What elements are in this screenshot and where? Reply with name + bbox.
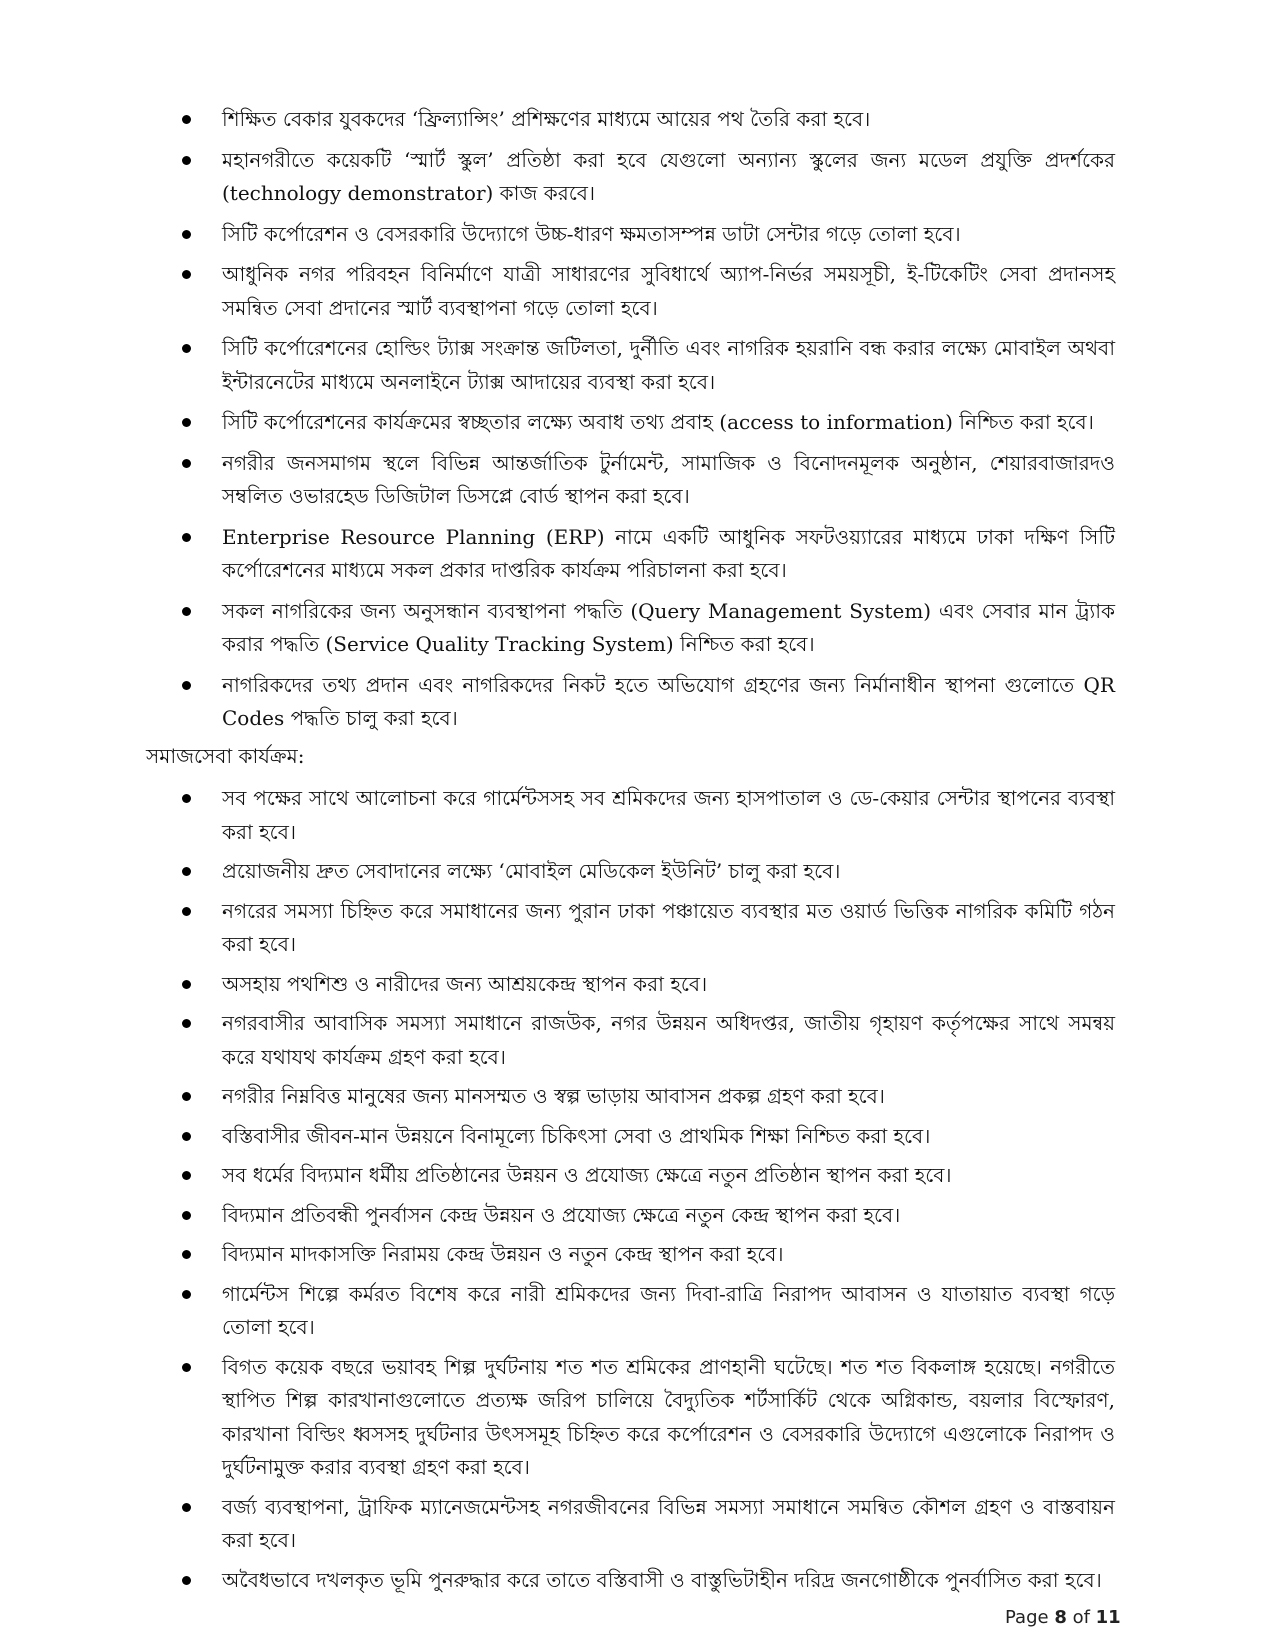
total-pages: 11 (1095, 1607, 1121, 1628)
section-heading: সমাজসেবা কার্যক্রম: (146, 744, 305, 768)
page-of-label: of (1066, 1607, 1096, 1628)
bullet-icon (182, 533, 191, 542)
list-item (0, 895, 1115, 962)
list-item (0, 103, 1115, 137)
bullet-icon (182, 115, 191, 124)
bullet-icon (182, 1576, 191, 1585)
list-item-text: আধুনিক নগর পরিবহন বিনির্মাণে যাত্রী সাধারণের সুবিধার্থে অ্যাপ-নির্ভর সময়সূচী, ই-টিকেটিং সেবা প্রদানসহ সমন্বিত সেবা প্রদানের স্মার্ট ব্যবস্থাপনা গড়ে তোলা হবে। (222, 262, 1115, 320)
page-label: Page (1005, 1607, 1055, 1628)
list-item-text: বস্তিবাসীর জীবন-মান উন্নয়নে বিনামূল্যে চিকিৎসা সেবা ও প্রাথমিক শিক্ষা নিশ্চিত করা হবে। (222, 1123, 931, 1148)
list-item-text: প্রয়োজনীয় দ্রুত সেবাদানের লক্ষ্যে ‘মোবাইল মেডিকেল ইউনিট’ চালু করা হবে। (222, 859, 841, 883)
list-item (0, 1351, 1115, 1485)
list-item-text: বিদ্যমান প্রতিবন্ধী পুনর্বাসন কেন্দ্র উন্নয়ন ও প্রযোজ্য ক্ষেত্রে নতুন কেন্দ্র স্থাপন করা হবে। (222, 1202, 901, 1227)
list-item-text: গার্মেন্টস শিল্পে কর্মরত বিশেষ করে নারী শ্রমিকদের জন্য দিবা-রাত্রি নিরাপদ আবাসন ও যাতায়াত ব্যবস্থা গড়ে তোলা হবে। (222, 1281, 1115, 1339)
bullet-icon (182, 1363, 191, 1372)
list-item-text: অবৈধভাবে দখলকৃত ভূমি পুনরুদ্ধার করে তাতে বস্তিবাসী ও বাস্তুভিটাহীন দরিদ্র জনগোষ্ঠীকে পুনর্বাসিত করা হবে। (222, 1567, 1102, 1592)
list-item-text: বিদ্যমান মাদকাসক্তি নিরাময় কেন্দ্র উন্নয়ন ও নতুন কেন্দ্র স্থাপন করা হবে। (222, 1242, 784, 1266)
list-item-text: সিটি কর্পোরেশনের কার্যক্রমের স্বচ্ছতার লক্ষ্যে অবাধ তথ্য প্রবাহ (access to information) নিশ্চিত করা হবে। (222, 410, 1094, 434)
list-item (0, 1199, 1115, 1233)
bullet-icon (182, 907, 191, 916)
bullet-icon (182, 230, 191, 239)
page-number (1005, 1607, 1121, 1628)
list-item-text: নাগরিকদের তথ্য প্রদান এবং নাগরিকদের নিকট হতে অভিযোগ গ্রহণের জন্য নির্মানাধীন স্থাপনা গুলোতে QR Codes পদ্ধতি চালু করা হবে। (222, 672, 1115, 730)
list-item (0, 1238, 1115, 1272)
bullet-icon (182, 344, 191, 353)
list-item (0, 1278, 1115, 1345)
list-item-text: নগরের সমস্যা চিহ্নিত করে সমাধানের জন্য পুরান ঢাকা পঞ্চায়েত ব্যবস্থার মত ওয়ার্ড ভিত্তিক নাগরিক কমিটি গঠন করা হবে। (222, 898, 1115, 956)
list-item (0, 406, 1115, 440)
list-item-text: শিক্ষিত বেকার যুবকদের ‘ফ্রিল্যান্সিং’ প্রশিক্ষণের মাধ্যমে আয়ের পথ তৈরি করা হবে। (222, 107, 871, 131)
list-item (0, 968, 1115, 1002)
bullet-icon (182, 1503, 191, 1512)
list-item (0, 1159, 1115, 1193)
list-item (0, 1120, 1115, 1154)
list-item-text: সিটি কর্পোরেশন ও বেসরকারি উদ্যোগে উচ্চ-ধারণ ক্ষমতাসম্পন্ন ডাটা সেন্টার গড়ে তোলা হবে। (222, 221, 961, 246)
list-item (0, 332, 1115, 399)
list-item-text: বর্জ্য ব্যবস্থাপনা, ট্রাফিক ম্যানেজমেন্টসহ নগরজীবনের বিভিন্ন সমস্যা সমাধানে সমন্বিত কৌশল গ্রহণ ও বাস্তবায়ন করা হবে। (222, 1494, 1115, 1552)
bullet-icon (182, 270, 191, 279)
list-item (0, 782, 1115, 849)
bullet-icon (182, 1092, 191, 1101)
list-item-text: সকল নাগরিকের জন্য অনুসন্ধান ব্যবস্থাপনা পদ্ধতি (Query Management System) এবং সেবার মান ট্র্যাক করার পদ্ধতি (Service Quality Tracking System) নিশ্চিত করা হবে। (222, 598, 1115, 656)
bullet-icon (182, 980, 191, 989)
bullet-list-digital (0, 103, 1275, 743)
bullet-icon (182, 418, 191, 427)
list-item (0, 855, 1115, 889)
bullet-icon (182, 1211, 191, 1220)
list-item-text: নগরবাসীর আবাসিক সমস্যা সমাধানে রাজউক, নগর উন্নয়ন অধিদপ্তর, জাতীয় গৃহায়ণ কর্তৃপক্ষের সাথে সমন্বয় করে যথাযথ কার্যক্রম গ্রহণ করা হবে। (222, 1011, 1115, 1069)
list-item (0, 447, 1115, 514)
bullet-icon (182, 1171, 191, 1180)
current-page: 8 (1054, 1607, 1067, 1628)
list-item-text: Enterprise Resource Planning (ERP) নামে একটি আধুনিক সফটওয়্যারের মাধ্যমে ঢাকা দক্ষিণ সিটি কর্পোরেশনের মাধ্যমে সকল প্রকার দাপ্তরিক কার্যক্রম পরিচালনা করা হবে। (222, 524, 1115, 582)
list-item-text: সিটি কর্পোরেশনের হোল্ডিং ট্যাক্স সংক্রান্ত জটিলতা, দুর্নীতি এবং নাগরিক হয়রানি বন্ধ করার লক্ষ্যে মোবাইল অথবা ইন্টারনেটের মাধ্যমে অনলাইনে ট্যাক্স আদায়ের ব্যবস্থা করা হবে। (222, 336, 1115, 394)
bullet-icon (182, 607, 191, 616)
bullet-icon (182, 1290, 191, 1299)
bullet-icon (182, 459, 191, 468)
bullet-icon (182, 1250, 191, 1259)
bullet-icon (182, 156, 191, 165)
list-item-text: অসহায় পথশিশু ও নারীদের জন্য আশ্রয়কেন্দ্র স্থাপন করা হবে। (222, 971, 708, 996)
list-item (0, 521, 1115, 588)
list-item (0, 595, 1115, 662)
bullet-icon (182, 1019, 191, 1028)
list-item (0, 1007, 1115, 1074)
bullet-icon (182, 681, 191, 690)
list-item (0, 1491, 1115, 1558)
bullet-icon (182, 794, 191, 803)
list-item-text: সব পক্ষের সাথে আলোচনা করে গার্মেন্টসসহ সব শ্রমিকদের জন্য হাসপাতাল ও ডে-কেয়ার সেন্টার স্থাপনের ব্যবস্থা করা হবে। (222, 786, 1115, 844)
list-item (0, 218, 1115, 252)
list-item (0, 1080, 1115, 1114)
list-item (0, 669, 1115, 736)
list-item (0, 144, 1115, 211)
list-item-text: বিগত কয়েক বছরে ভয়াবহ শিল্প দুর্ঘটনায় শত শত শ্রমিকের প্রাণহানী ঘটেছে। শত শত বিকলাঙ্গ হয়েছে। নগরীতে স্থাপিত শিল্প কারখানাগুলোতে প্রত্যক্ষ জরিপ চালিয়ে বৈদ্যুতিক শর্টসার্কিট থেকে অগ্নিকান্ড, বয়লার বিস্ফোরণ, কারখানা বিল্ডিং ধ্বসসহ দুর্ঘটনার উৎসসমূহ চিহ্নিত করে কর্পোরেশন ও বেসরকারি উদ্যোগে এগুলোকে নিরাপদ ও দুর্ঘটনামুক্ত করার ব্যবস্থা গ্রহণ করা হবে। (222, 1354, 1115, 1479)
list-item-text: মহানগরীতে কয়েকটি ‘স্মার্ট স্কুল’ প্রতিষ্ঠা করা হবে যেগুলো অন্যান্য স্কুলের জন্য মডেল প্রযুক্তি প্রদর্শকের (technology demonstrator) কাজ করবে। (222, 147, 1115, 205)
list-item (0, 258, 1115, 325)
bullet-icon (182, 1132, 191, 1141)
list-item-text: সব ধর্মের বিদ্যমান ধর্মীয় প্রতিষ্ঠানের উন্নয়ন ও প্রযোজ্য ক্ষেত্রে নতুন প্রতিষ্ঠান স্থাপন করা হবে। (222, 1163, 952, 1187)
bullet-icon (182, 867, 191, 876)
list-item-text: নগরীর জনসমাগম স্থলে বিভিন্ন আন্তর্জাতিক টুর্নামেন্ট, সামাজিক ও বিনোদনমূলক অনুষ্ঠান, শেয়ারবাজারদও সম্বলিত ওভারহেড ডিজিটাল ডিসপ্লে বোর্ড স্থাপন করা হবে। (222, 450, 1115, 508)
list-item (0, 1564, 1115, 1598)
list-item-text: নগরীর নিম্নবিত্ত মানুষের জন্য মানসম্মত ও স্বল্প ভাড়ায় আবাসন প্রকল্প গ্রহণ করা হবে। (222, 1084, 885, 1108)
bullet-list-social-services (0, 782, 1275, 1603)
